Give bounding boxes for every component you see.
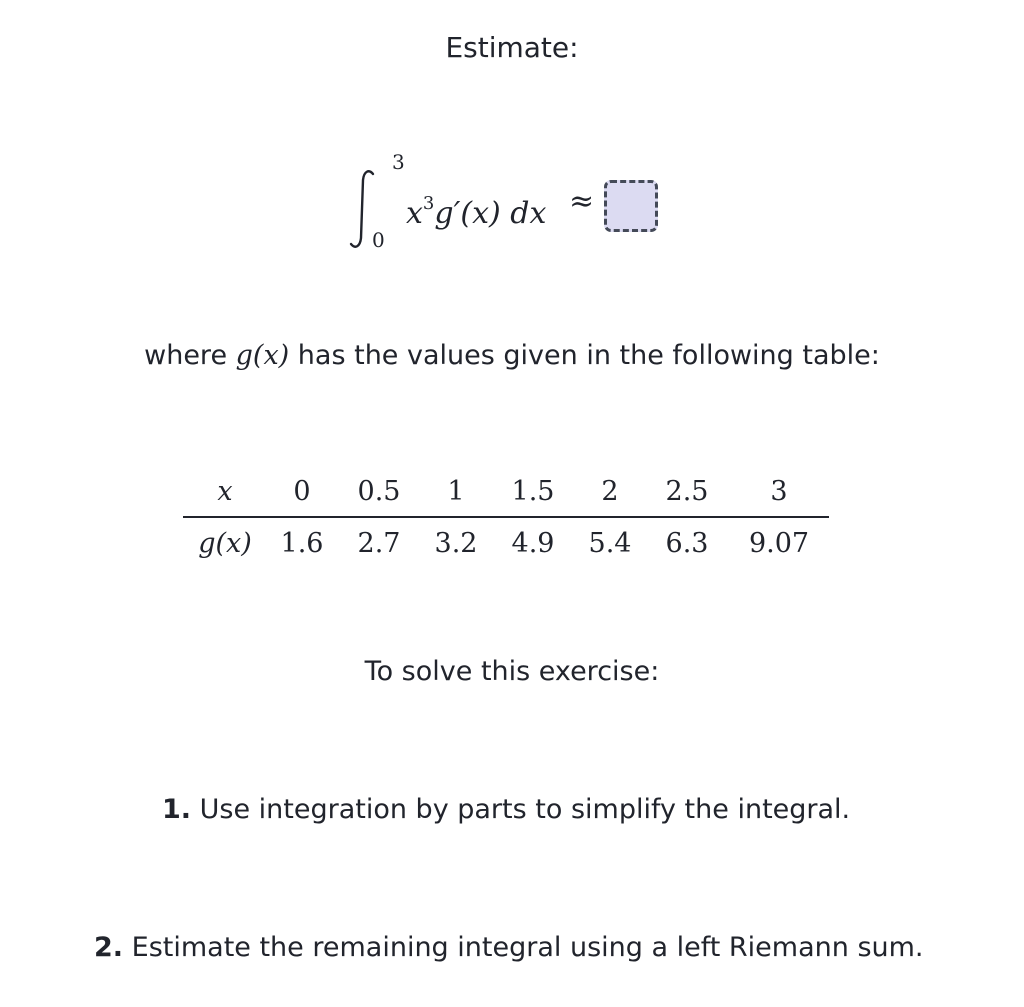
x-cell: 1.5: [491, 472, 575, 517]
x-cell: 0.5: [337, 472, 421, 517]
x-cell: 1: [421, 472, 491, 517]
g-cell: 4.9: [511, 527, 555, 559]
values-table: [183, 472, 829, 562]
integrand-function: g′(x): [434, 196, 501, 231]
table-intro-sentence: [0, 336, 1024, 376]
g-cell: 1.6: [280, 527, 324, 559]
g-cell: 2.7: [357, 527, 401, 559]
sentence-before: where: [144, 340, 236, 371]
g-cell: 9.07: [748, 527, 810, 559]
step-number: 2.: [94, 932, 124, 963]
sentence-math: g(x): [235, 340, 290, 371]
g-cell: 5.4: [588, 527, 632, 559]
step-text: Use integration by parts to simplify the integral.: [191, 794, 851, 825]
integral-lower-limit: 0: [372, 228, 385, 252]
approx-symbol: ≈: [569, 184, 595, 219]
step-text: Estimate the remaining integral using a left Riemann sum.: [123, 932, 924, 963]
g-cell: 3.2: [434, 527, 478, 559]
g-cell: 6.3: [665, 527, 709, 559]
integrand-base: x: [406, 196, 423, 231]
x-cell: 3: [729, 472, 829, 517]
x-cell: 2: [575, 472, 645, 517]
row-label-g: g(x): [198, 527, 252, 559]
x-cell: 0: [267, 472, 337, 517]
table-row-g: [183, 517, 829, 562]
prompt-heading: Estimate:: [445, 31, 579, 64]
instructions-heading: To solve this exercise:: [364, 656, 660, 687]
step-number: 1.: [162, 794, 192, 825]
x-cell: 2.5: [645, 472, 729, 517]
integrand-power: 3: [422, 193, 435, 214]
answer-input-box[interactable]: [604, 180, 658, 232]
table-row-x: [183, 472, 829, 517]
integral-upper-limit: 3: [392, 150, 405, 174]
integrand: [406, 184, 546, 234]
sentence-after: has the values given in the following table:: [289, 340, 880, 371]
row-label-x: x: [183, 472, 267, 517]
step-item-1: [162, 790, 850, 830]
step-item-2: [94, 928, 924, 968]
integrand-differential: dx: [510, 196, 547, 231]
